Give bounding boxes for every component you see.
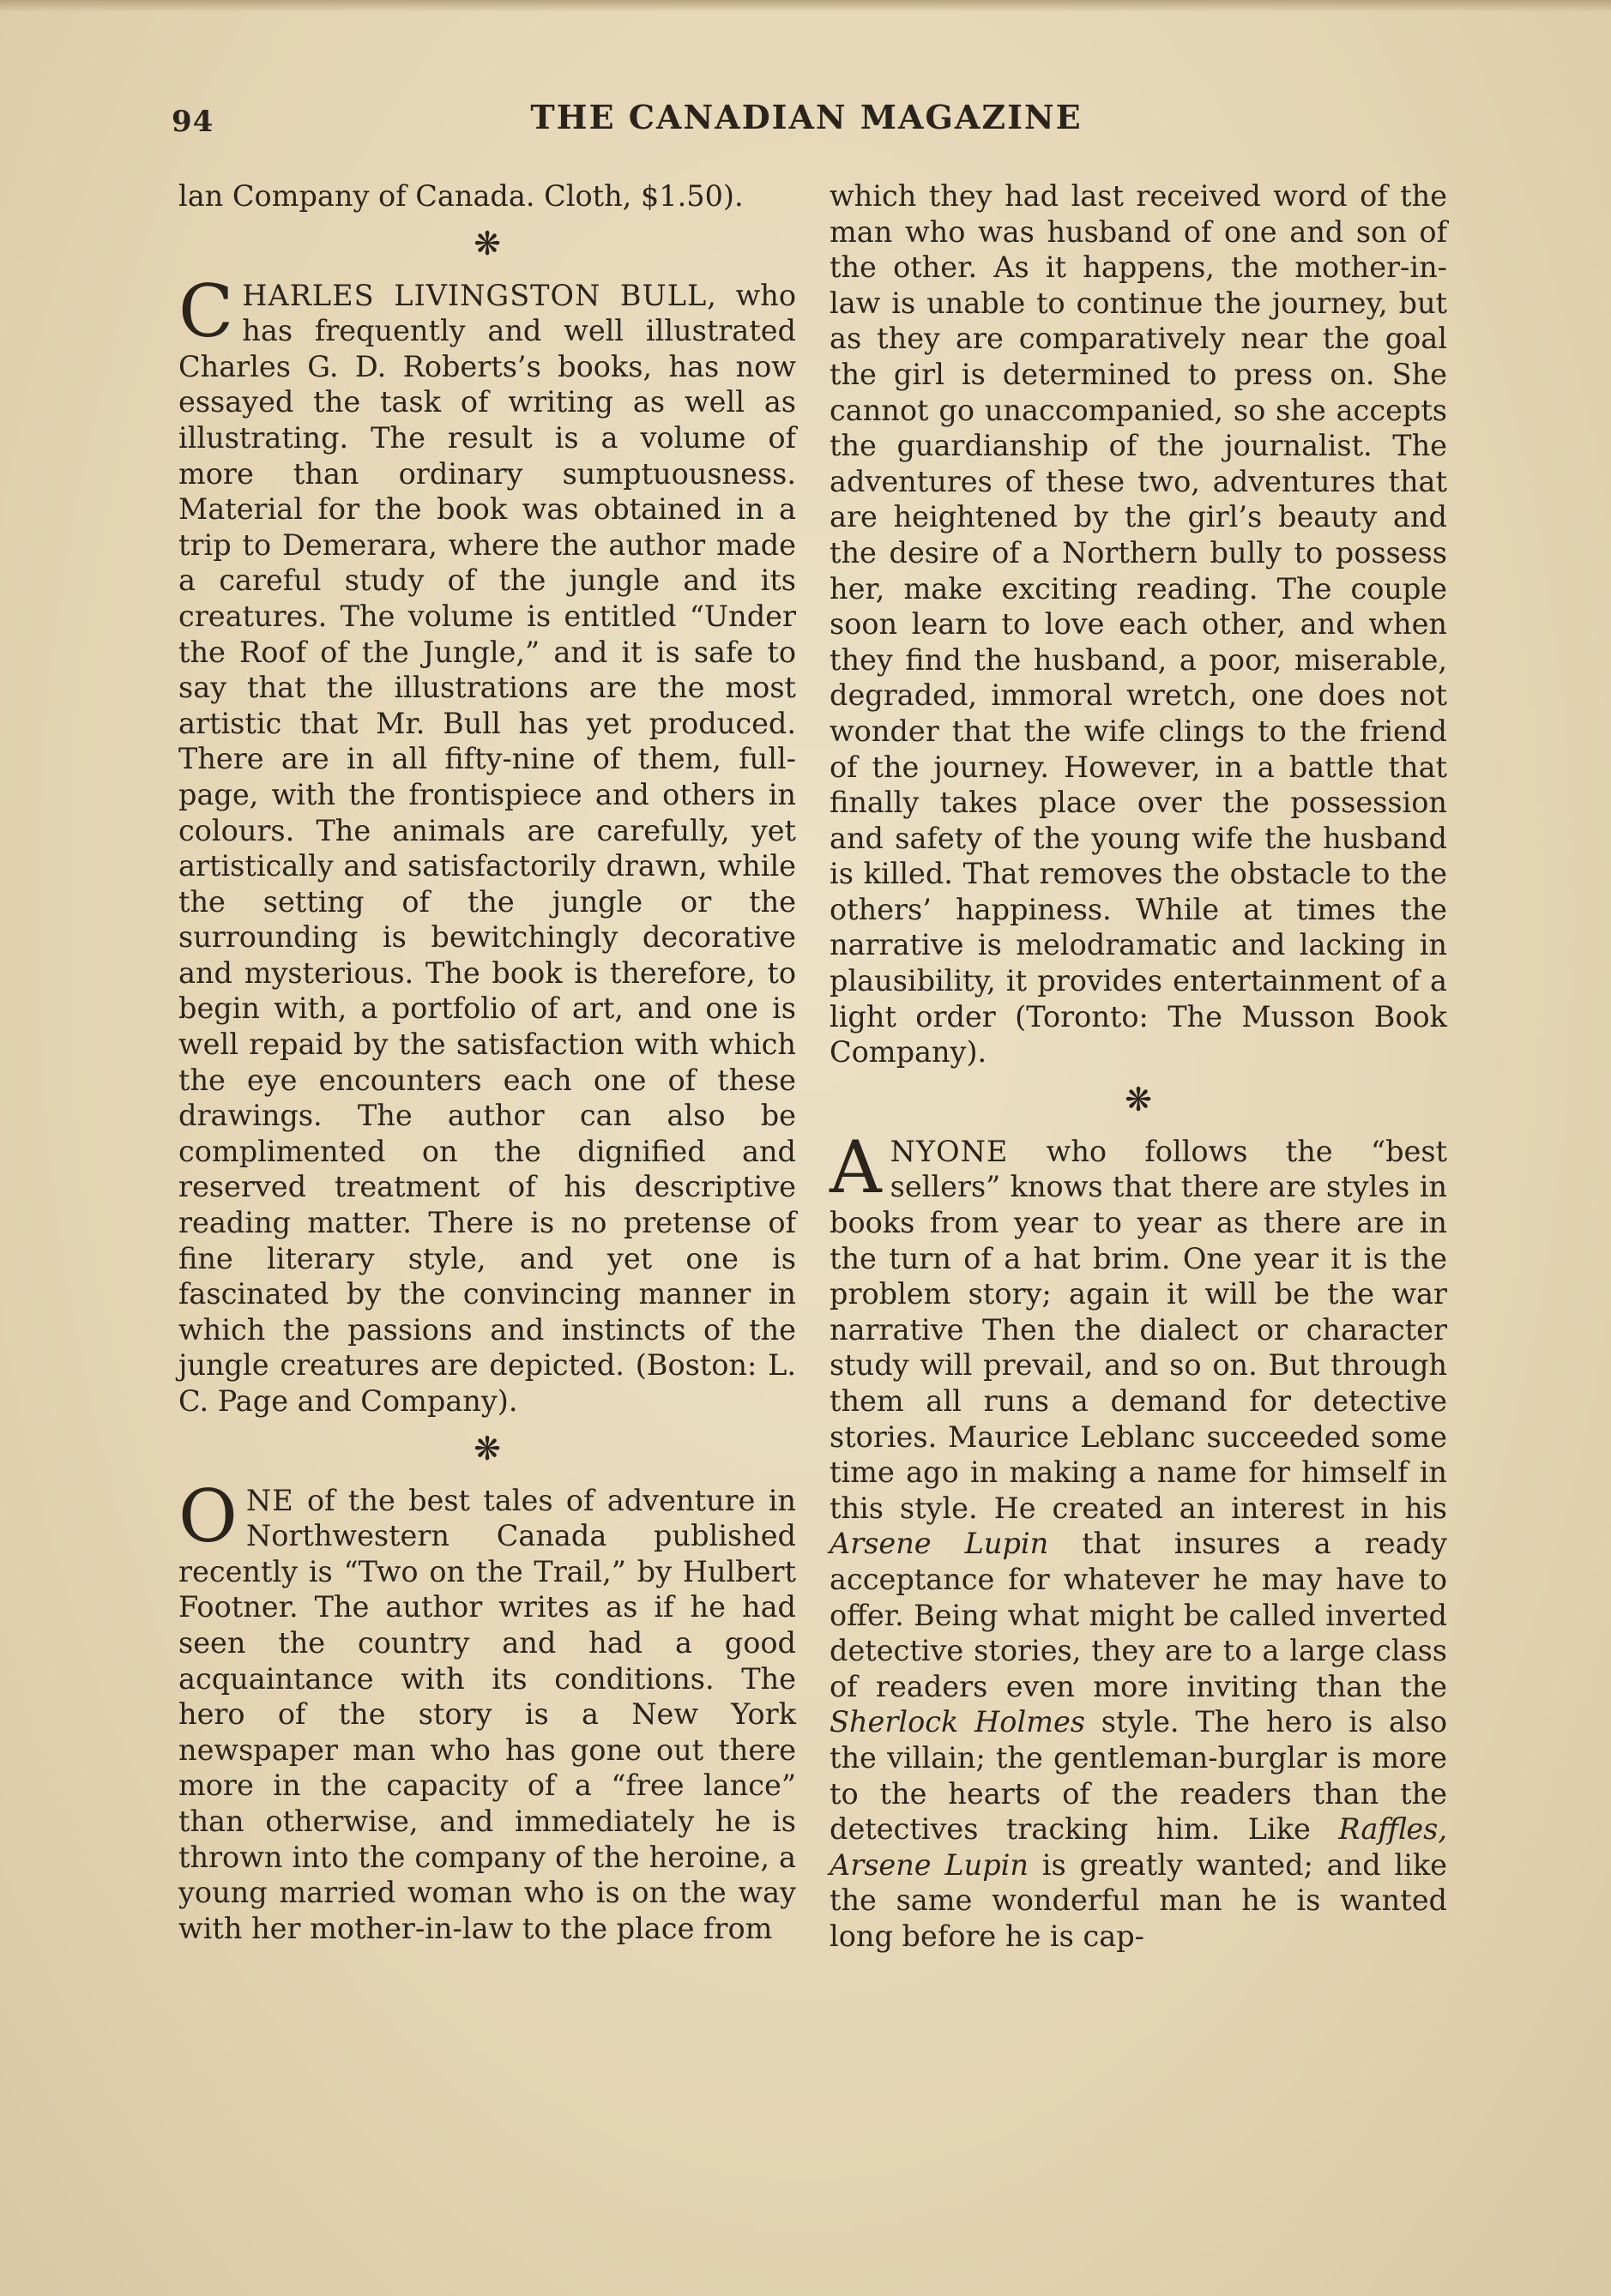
review-lead: HARLES LIVINGSTON BULL, <box>242 278 717 312</box>
review-text: is greatly wanted; and like the same wonderful man he is wanted long before he is cap- <box>830 1847 1447 1953</box>
dropcap: C <box>178 268 234 353</box>
review-bull <box>178 268 796 1419</box>
review-text: style. The hero is also the villain; the gentleman-burglar is more to the hearts of the readers than the detectives tracking him. Like <box>830 1705 1447 1847</box>
page-top-edge <box>0 0 1611 12</box>
book-title-italic: Raffles, Arsene Lupin <box>830 1812 1447 1882</box>
review-text: who has frequently and well illustrated Charles G. D. Roberts’s books, has now essayed the task of writing as well as illustrating. The result is a volume of more than ordinary sumptuousness. Material for the book was obtained in a trip to Demerara, where the author made a careful study of the jungle and its creatures. The volume is entitled “Under the Roof of the Jungle,” and it is safe to say that the illustrations are the most artistic that Mr. Bull has yet produced. There are in all fifty-nine of them, full-page, with the frontispiece and others in colours. The animals are carefully, yet artistically and satisfactorily drawn, while the setting of the jungle or the surrounding is bewitchingly decorative and mysterious. The book is therefore, to begin with, a portfolio of art, and one is well repaid by the satisfaction with which the eye encounters each one of these drawings. The author can also be complimented on the dignified and reserved treatment of his descriptive reading matter. There is no pretense of fine literary style, and yet one is fascinated by the convincing manner in which the passions and instincts of the jungle creatures are depicted. (Boston: L. C. Page and Company). <box>178 278 796 1418</box>
right-column <box>830 178 1447 1955</box>
review-lead: NYONE <box>890 1134 1009 1168</box>
section-ornament: ❋ <box>1125 1080 1152 1118</box>
review-footner-continued: which they had last received word of the man who was husband of one and son of the other. As it happens, the mother-in-law is unable to continue the journey, but as they are comparatively near the goal the girl is determined to press on. She cannot go unaccompanied, so she accepts the guardianship of the journalist. The adventures of these two, adventures that are heightened by the girl’s beauty and the desire of a Northern bully to possess her, make exciting reading. The couple soon learn to love each other, and when they find the husband, a poor, miserable, degraded, immoral wretch, one does not wonder that the wife clings to the friend of the journey. However, in a battle that finally takes place over the possession and safety of the young wife the husband is killed. That removes the obstacle to the others’ happiness. While at times the narrative is melodramatic and lacking in plausibility, it provides entertainment of a light order (Toronto: The Musson Book Company). <box>830 179 1447 1070</box>
dropcap: O <box>178 1473 238 1558</box>
running-head: THE CANADIAN MAGAZINE <box>530 98 1083 136</box>
review-footner <box>178 1473 797 1947</box>
book-title-italic: Sherlock Holmes <box>830 1705 1085 1739</box>
page-number: 94 <box>172 105 214 139</box>
review-text: that insures a ready acceptance for whatever he may have to offer. Being what might be called inverted detective stories, they are to a large class of readers even more inviting than the <box>830 1527 1447 1703</box>
intro-fragment: lan Company of Canada. Cloth, $1.50). <box>178 179 744 213</box>
dropcap: A <box>830 1124 882 1209</box>
review-text: of the best tales of adventure in Northwestern Canada published recently is “Two on the Trail,” by Hulbert Footner. The author writes as if he had seen the country and had a good acquaintance with its conditions. The hero of the story is a New York newspaper man who has gone out there more in the capacity of a “free lance” than otherwise, and immediately he is thrown into the company of the heroine, a young married woman who is on the way with her mother-in-law to the place from <box>178 1483 797 1945</box>
review-leblanc <box>830 1124 1447 1955</box>
review-lead: NE <box>245 1483 294 1517</box>
page-header <box>172 93 1441 144</box>
section-ornament: ❋ <box>474 1429 501 1467</box>
section-ornament: ❋ <box>474 224 501 262</box>
book-title-italic: Arsene Lupin <box>830 1527 1049 1561</box>
left-column <box>178 178 796 1946</box>
review-text: who follows the “best sellers” knows that there are styles in books from year to year as there are in the turn of a hat brim. One year it is the problem story; again it will be the war narrative Then the dialect or character study will prevail, and so on. But through them all runs a demand for detective stories. Maurice Leblanc succeeded some time ago in making a name for himself in this style. He created an interest in his <box>830 1134 1447 1525</box>
